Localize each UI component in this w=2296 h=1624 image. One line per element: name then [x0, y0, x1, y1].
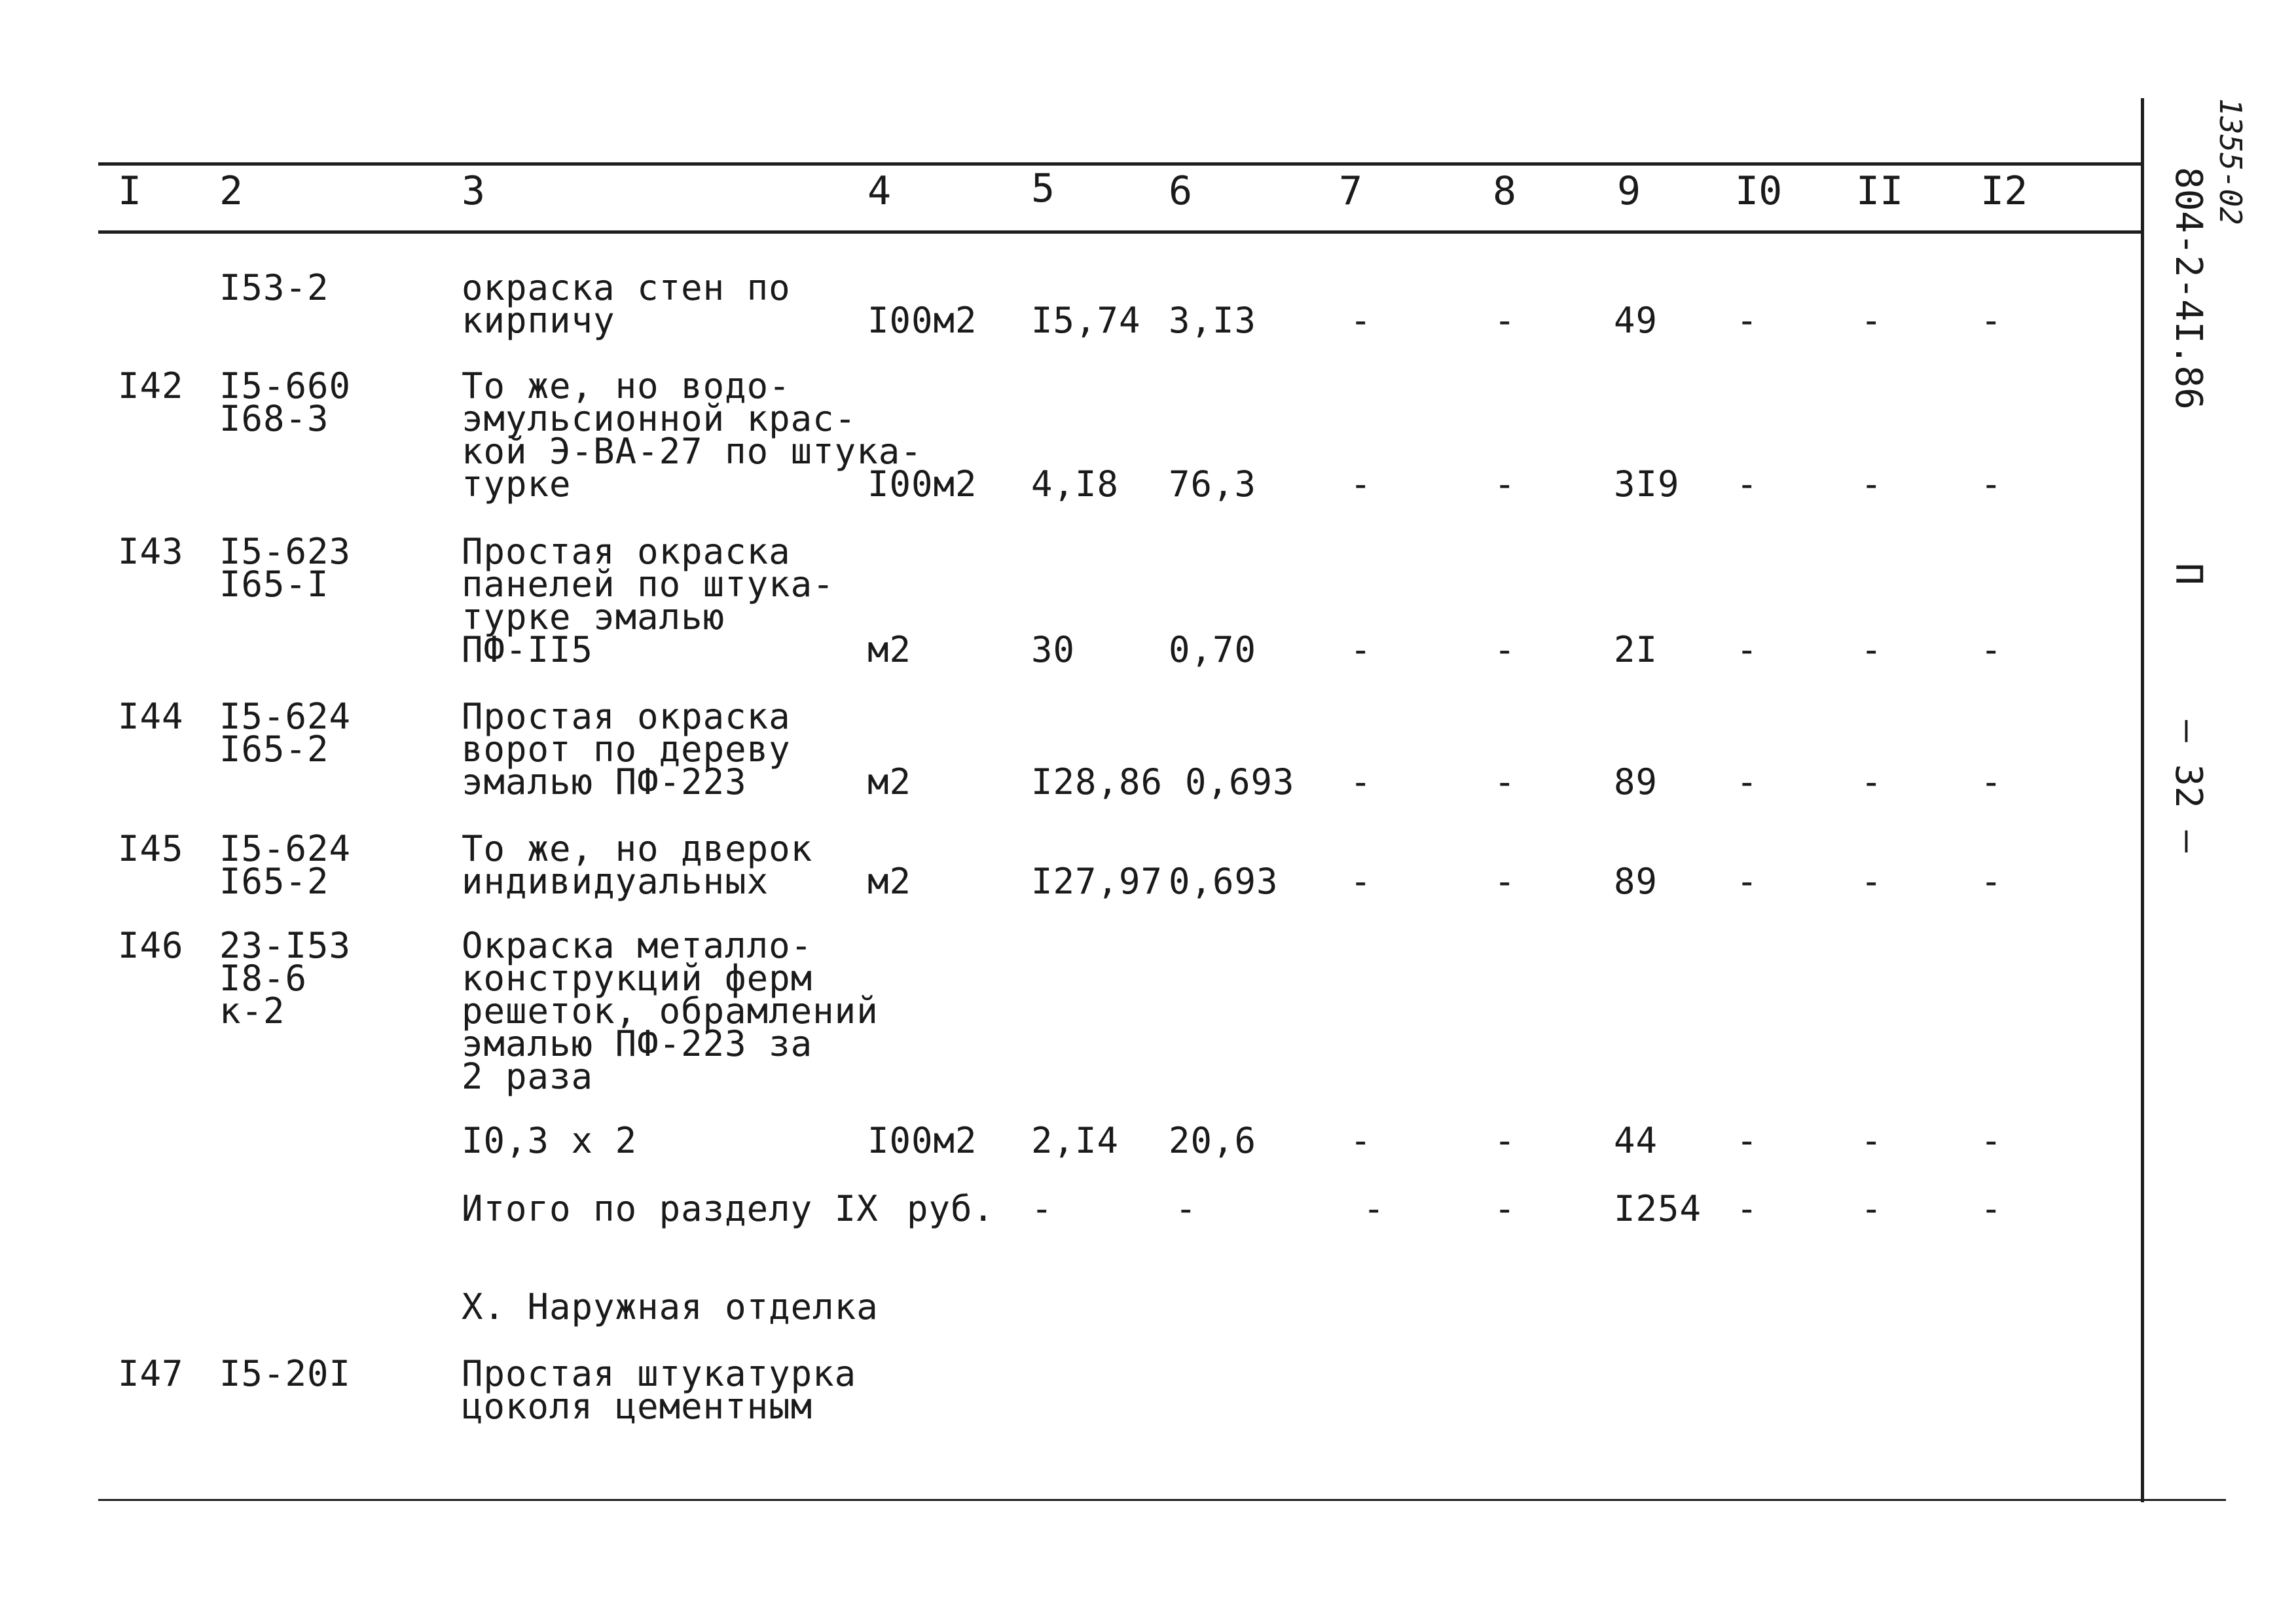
row-col10: - — [1736, 300, 1758, 341]
row-col12: - — [1980, 861, 2003, 902]
row-col8: - — [1494, 1188, 1516, 1229]
row-unit-price: 3,I3 — [1169, 300, 1257, 341]
col-header-2: 2 — [219, 168, 244, 214]
col-header-3: 3 — [462, 168, 486, 214]
row-col7: - — [1350, 1120, 1372, 1161]
row-description: То же, но дверок индивидуальных — [462, 828, 813, 902]
archive-stamp: 1355-02 — [2213, 98, 2248, 225]
bottom-rule — [98, 1499, 2226, 1501]
row-col7: - — [1350, 463, 1372, 505]
row-quantity: I28,86 — [1031, 761, 1163, 803]
row-quantity: 30 — [1031, 629, 1076, 670]
row-col7: - — [1350, 861, 1372, 902]
row-col11: - — [1861, 300, 1883, 341]
row-quantity: - — [1031, 1188, 1053, 1229]
row-col12: - — [1980, 300, 2003, 341]
row-unit-price: 0,693 — [1169, 861, 1279, 902]
header-rule — [98, 230, 2141, 234]
row-col8: - — [1494, 300, 1516, 341]
row-unit: м2 — [867, 861, 912, 902]
row-code: I5-660 I68-3 — [219, 365, 352, 439]
section-total-label: Итого по разделу IX — [462, 1188, 879, 1229]
section-mark: П — [2167, 563, 2210, 585]
row-quantity: 4,I8 — [1031, 463, 1120, 505]
row-col11: - — [1861, 629, 1883, 670]
col-header-8: 8 — [1493, 168, 1517, 214]
row-quantity: 2,I4 — [1031, 1120, 1120, 1161]
top-rule — [98, 162, 2141, 166]
row-col8: - — [1494, 463, 1516, 505]
col-header-5: 5 — [1031, 166, 1055, 211]
row-col9-total: 2I — [1614, 629, 1658, 670]
section-total-unit: руб. — [907, 1188, 995, 1229]
row-description: Простая окраска ворот по дереву эмалью ПФ-223 — [462, 696, 791, 803]
row-col12: - — [1980, 1188, 2003, 1229]
row-quantity: I5,74 — [1031, 300, 1141, 341]
row-unit: I00м2 — [867, 300, 977, 341]
row-unit: I00м2 — [867, 1120, 977, 1161]
row-number: I46 — [118, 925, 184, 966]
row-col9-total: 89 — [1614, 861, 1658, 902]
row-description: Простая окраска панелей по штука- турке эмалью ПФ-II5 — [462, 531, 835, 670]
row-col11: - — [1861, 761, 1883, 803]
row-number: I42 — [118, 365, 184, 406]
row-unit-price: 0,693 — [1185, 761, 1295, 803]
row-unit-price: 76,3 — [1169, 463, 1257, 505]
col-header-4: 4 — [867, 168, 892, 214]
section-heading: X. Наружная отделка — [462, 1286, 879, 1327]
row-unit-price: 20,6 — [1169, 1120, 1257, 1161]
document-code: 804-2-4I.86 — [2167, 167, 2210, 410]
row-unit-price: 0,70 — [1169, 629, 1257, 670]
row-col8: - — [1494, 629, 1516, 670]
col-header-1: I — [118, 168, 142, 214]
row-unit: м2 — [867, 629, 912, 670]
section-total-amount: I254 — [1614, 1188, 1702, 1229]
row-col12: - — [1980, 1120, 2003, 1161]
col-header-6: 6 — [1169, 168, 1193, 214]
row-code: I5-624 I65-2 — [219, 828, 352, 902]
row-col11: - — [1861, 861, 1883, 902]
row-col10: - — [1736, 861, 1758, 902]
row-col9-total: 49 — [1614, 300, 1658, 341]
row-col10: - — [1736, 1188, 1758, 1229]
row-description: I0,3 x 2 — [462, 1120, 638, 1161]
row-unit: м2 — [867, 761, 912, 803]
row-col10: - — [1736, 463, 1758, 505]
col-header-11: II — [1856, 168, 1904, 214]
row-number: I47 — [118, 1353, 184, 1394]
row-col11: - — [1861, 463, 1883, 505]
row-quantity: I27,97 — [1031, 861, 1163, 902]
row-code: I5-20I — [219, 1353, 352, 1394]
row-description: То же, но водо- эмульсионной крас- кой Э-ВА-27 по штука- турке — [462, 365, 922, 505]
row-col9-total: 89 — [1614, 761, 1658, 803]
row-col9-total: 3I9 — [1614, 463, 1680, 505]
col-header-9: 9 — [1617, 168, 1641, 214]
row-col12: - — [1980, 629, 2003, 670]
col-header-7: 7 — [1339, 168, 1363, 214]
row-number: I43 — [118, 531, 184, 572]
row-col7: - — [1350, 629, 1372, 670]
right-frame-line — [2141, 98, 2144, 1502]
row-col10: - — [1736, 629, 1758, 670]
page-number: — 32 — — [2167, 720, 2210, 853]
row-code: I5-623 I65-I — [219, 531, 352, 605]
row-code: I5-624 I65-2 — [219, 696, 352, 770]
row-col11: - — [1861, 1188, 1883, 1229]
row-col12: - — [1980, 463, 2003, 505]
row-col7: - — [1350, 761, 1372, 803]
row-unit-price: - — [1175, 1188, 1197, 1229]
row-description: Простая штукатурка цоколя цементным — [462, 1353, 857, 1427]
row-col8: - — [1494, 861, 1516, 902]
row-col11: - — [1861, 1120, 1883, 1161]
row-code: 23-I53 I8-6 к-2 — [219, 925, 352, 1032]
row-col7: - — [1363, 1188, 1385, 1229]
col-header-10: I0 — [1735, 168, 1783, 214]
row-col8: - — [1494, 1120, 1516, 1161]
row-code: I53-2 — [219, 267, 329, 308]
row-col10: - — [1736, 761, 1758, 803]
row-col8: - — [1494, 761, 1516, 803]
row-number: I45 — [118, 828, 184, 869]
row-col12: - — [1980, 761, 2003, 803]
row-col7: - — [1350, 300, 1372, 341]
row-col10: - — [1736, 1120, 1758, 1161]
row-col9-total: 44 — [1614, 1120, 1658, 1161]
row-number: I44 — [118, 696, 184, 737]
row-description: окраска стен по кирпичу — [462, 267, 791, 341]
col-header-12: I2 — [1980, 168, 2028, 214]
row-description: Окраска металло- конструкций ферм решеток, обрамлений эмалью ПФ-223 за 2 раза — [462, 925, 879, 1097]
row-unit: I00м2 — [867, 463, 977, 505]
